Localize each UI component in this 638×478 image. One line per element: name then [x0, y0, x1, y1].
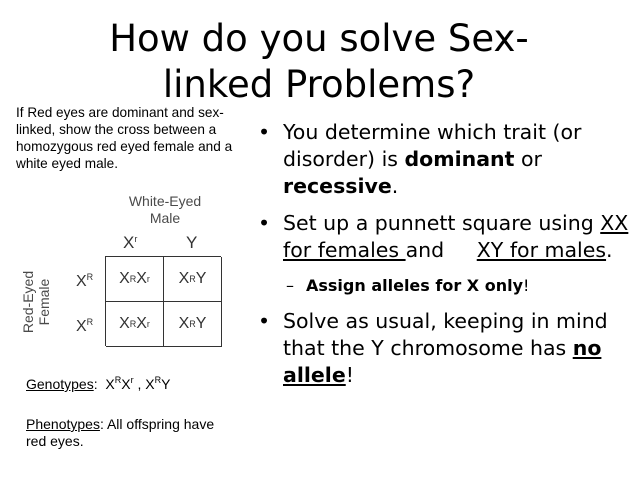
- male-label-line2: Male: [149, 210, 181, 226]
- punnett-cell: X R X r: [106, 302, 164, 347]
- dash-icon: –: [286, 276, 294, 295]
- punnett-cell: X R Y: [164, 302, 222, 347]
- bullet-icon: •: [258, 120, 271, 144]
- bullet-icon: •: [258, 211, 271, 235]
- male-label-line1: White-Eyed: [128, 193, 202, 209]
- phenotypes-text: : All offspring have red eyes.: [26, 416, 215, 449]
- phenotypes-label: Phenotypes: [26, 416, 100, 432]
- phenotypes-line: [26, 416, 236, 450]
- sub-bullet-assign-alleles: – Assign alleles for X only!: [258, 274, 630, 298]
- row-header-xr-1: $X^R$: [76, 272, 94, 290]
- problem-statement: If Red eyes are dominant and sex-linked, show the cross between a homozygous red eyed female and a white eyed male.: [16, 105, 233, 171]
- genotypes-line: Genotypes: $X^RX^r$ , $X^RY$: [26, 375, 171, 392]
- slide-title: How do you solve Sex-linked Problems?: [109, 17, 529, 106]
- bullet-solve: • Solve as usual, keeping in mind that the Y chromosome has no allele!: [258, 309, 608, 387]
- female-label-line1: Red-Eyed: [20, 270, 36, 334]
- punnett-cell: X R X r: [106, 257, 164, 302]
- male-parent-label: [110, 193, 220, 227]
- punnett-square: [105, 256, 221, 346]
- col-header-y: Y: [186, 233, 198, 252]
- col-header-xr: $X^r$: [123, 233, 138, 252]
- row-header-xr-2: $X^R$: [76, 317, 94, 335]
- bullet-list: [258, 119, 630, 399]
- genotypes-label: Genotypes: [26, 376, 94, 392]
- bullet-determine-trait: • You determine which trait (or disorder) is dominant or recessive.: [258, 120, 582, 198]
- punnett-cell: X R Y: [164, 257, 222, 302]
- bullet-icon: •: [258, 309, 271, 333]
- female-label-line2: Female: [36, 278, 52, 326]
- bullet-punnett-square: • Set up a punnett square using XX for females and XY for males.: [258, 211, 629, 262]
